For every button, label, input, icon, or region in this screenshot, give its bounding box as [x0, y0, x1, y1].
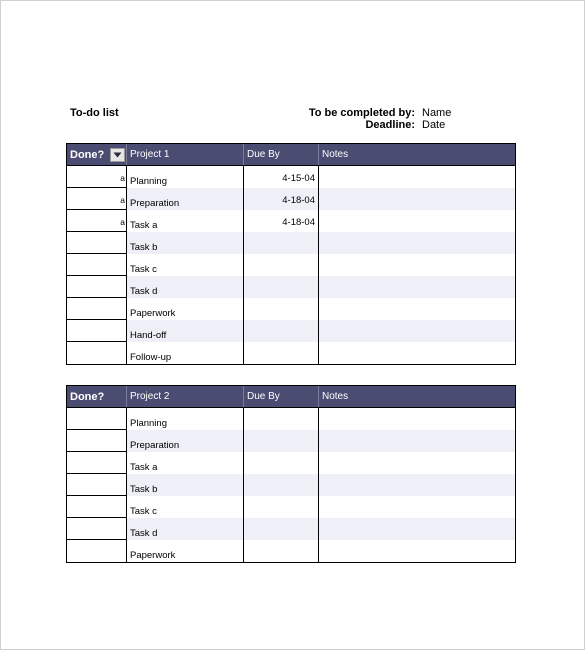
done-checkbox-cell[interactable]: [67, 254, 127, 276]
table-row: [67, 452, 515, 474]
table-row: [67, 298, 515, 320]
done-checkbox-cell[interactable]: [67, 452, 127, 474]
task-name-cell[interactable]: Planning: [127, 408, 244, 430]
notes-cell[interactable]: [319, 342, 515, 364]
notes-cell[interactable]: [319, 276, 515, 298]
task-name-cell[interactable]: Task a: [127, 210, 244, 232]
task-name-cell[interactable]: Task a: [127, 452, 244, 474]
done-checkbox-cell[interactable]: [67, 430, 127, 452]
table-row: [67, 474, 515, 496]
done-checkbox-cell[interactable]: [67, 518, 127, 540]
notes-cell[interactable]: [319, 298, 515, 320]
meta-labels: [309, 107, 415, 131]
notes-cell[interactable]: [319, 452, 515, 474]
notes-cell[interactable]: [319, 210, 515, 232]
done-header-label: Done?: [70, 148, 105, 161]
task-name-cell[interactable]: Task d: [127, 518, 244, 540]
table-row: [67, 188, 515, 210]
task-name-cell[interactable]: Task c: [127, 496, 244, 518]
done-checkbox-cell[interactable]: [67, 408, 127, 430]
due-column-header: Due By: [244, 144, 319, 165]
deadline-label: Deadline:: [365, 119, 415, 131]
page-title: To-do list: [70, 107, 119, 119]
task-name-cell[interactable]: Planning: [127, 166, 244, 188]
due-date-cell[interactable]: [244, 408, 319, 430]
task-name-cell[interactable]: Task d: [127, 276, 244, 298]
chevron-down-icon: [113, 152, 122, 158]
done-column-header: [67, 386, 127, 407]
notes-cell[interactable]: [319, 254, 515, 276]
meta-values: [422, 107, 451, 131]
table-row: [67, 430, 515, 452]
table-row: [67, 518, 515, 540]
task-name-cell[interactable]: Paperwork: [127, 298, 244, 320]
table-header: [67, 144, 515, 166]
due-date-cell[interactable]: [244, 254, 319, 276]
due-date-cell[interactable]: [244, 474, 319, 496]
done-checkbox-cell[interactable]: a: [67, 210, 127, 232]
table-body: [67, 408, 515, 562]
completed-by-value[interactable]: Name: [422, 107, 452, 119]
table-body: [67, 166, 515, 364]
done-checkbox-cell[interactable]: [67, 232, 127, 254]
notes-cell[interactable]: [319, 232, 515, 254]
table-row: [67, 342, 515, 364]
completed-by-label: To be completed by:: [308, 107, 415, 119]
done-checkbox-cell[interactable]: a: [67, 188, 127, 210]
done-checkbox-cell[interactable]: [67, 320, 127, 342]
table-row: [67, 232, 515, 254]
done-header-label: Done?: [70, 390, 105, 403]
due-date-cell[interactable]: [244, 540, 319, 562]
deadline-value[interactable]: Date: [422, 119, 446, 131]
project-column-header: Project 1: [127, 144, 244, 165]
due-date-cell[interactable]: [244, 232, 319, 254]
due-date-cell[interactable]: [244, 276, 319, 298]
task-name-cell[interactable]: Preparation: [127, 430, 244, 452]
notes-cell[interactable]: [319, 188, 515, 210]
notes-cell[interactable]: [319, 166, 515, 188]
task-name-cell[interactable]: Task b: [127, 474, 244, 496]
due-date-cell[interactable]: [244, 518, 319, 540]
notes-cell[interactable]: [319, 430, 515, 452]
done-checkbox-cell[interactable]: [67, 298, 127, 320]
notes-column-header: Notes: [322, 149, 349, 160]
task-name-cell[interactable]: Hand-off: [127, 320, 244, 342]
notes-cell[interactable]: [319, 320, 515, 342]
due-date-cell[interactable]: [244, 430, 319, 452]
due-date-cell[interactable]: [244, 496, 319, 518]
done-column-header: [67, 144, 127, 165]
task-name-cell[interactable]: Task c: [127, 254, 244, 276]
task-name-cell[interactable]: Paperwork: [127, 540, 244, 562]
done-checkbox-cell[interactable]: [67, 474, 127, 496]
table-row: [67, 320, 515, 342]
due-date-cell[interactable]: 4-18-04: [244, 188, 319, 210]
table-row: [67, 276, 515, 298]
notes-cell[interactable]: [319, 540, 515, 562]
table-row: [67, 540, 515, 562]
notes-column-header: Notes: [322, 391, 349, 402]
task-name-cell[interactable]: Task b: [127, 232, 244, 254]
table-row: [67, 210, 515, 232]
due-date-cell[interactable]: [244, 298, 319, 320]
due-date-cell[interactable]: 4-15-04: [244, 166, 319, 188]
due-date-cell[interactable]: [244, 452, 319, 474]
notes-cell[interactable]: [319, 496, 515, 518]
due-date-cell[interactable]: 4-18-04: [244, 210, 319, 232]
project-2-table: [66, 385, 516, 563]
notes-cell[interactable]: [319, 518, 515, 540]
done-checkbox-cell[interactable]: [67, 496, 127, 518]
due-column-header: Due By: [244, 386, 319, 407]
task-name-cell[interactable]: Follow-up: [127, 342, 244, 364]
filter-dropdown-button[interactable]: [110, 148, 125, 162]
project-1-table: [66, 143, 516, 365]
task-name-cell[interactable]: Preparation: [127, 188, 244, 210]
done-checkbox-cell[interactable]: [67, 342, 127, 364]
project-column-header: Project 2: [127, 386, 244, 407]
table-row: [67, 496, 515, 518]
due-date-cell[interactable]: [244, 342, 319, 364]
due-date-cell[interactable]: [244, 320, 319, 342]
done-checkbox-cell[interactable]: [67, 540, 127, 562]
done-checkbox-cell[interactable]: [67, 276, 127, 298]
table-row: [67, 254, 515, 276]
notes-cell[interactable]: [319, 474, 515, 496]
table-header: [67, 386, 515, 408]
notes-cell[interactable]: [319, 408, 515, 430]
done-checkbox-cell[interactable]: a: [67, 166, 127, 188]
table-row: [67, 408, 515, 430]
table-row: [67, 166, 515, 188]
